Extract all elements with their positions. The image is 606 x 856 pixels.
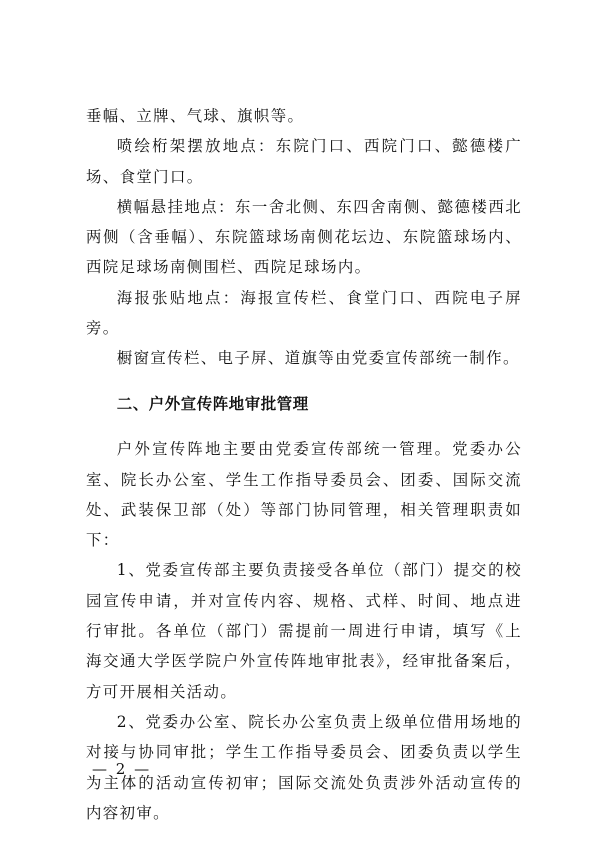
paragraph-showcase-production: 橱窗宣传栏、电子屏、道旗等由党委宣传部统一制作。 (116, 349, 520, 368)
page-number: — 2 — (92, 760, 152, 778)
paragraph-continuation: 垂幅、立牌、气球、旗帜等。 (86, 107, 305, 125)
paragraph-duty-1: 1、党委宣传部主要负责接受各单位（部门）提交的校园宣传申请，并对宣传内容、规格、式样、时间、地点进行审批。各单位（部门）需提前一周进行申请，填写《上海交通大学医学院户外宣传阵地审批表》，经审批备案后，方可开展相关活动。 (86, 561, 522, 701)
paragraph-truss-locations: 喷绘桁架摆放地点：东院门口、西院门口、懿德楼广场、食堂门口。 (86, 137, 522, 186)
document-body (86, 101, 522, 828)
section-heading: 二、户外宣传阵地审批管理 (116, 394, 309, 413)
paragraph-banner-locations: 横幅悬挂地点：东一舍北侧、东四舍南侧、懿德楼西北两侧（含垂幅）、东院篮球场南侧花坛边、东院篮球场内、西院足球场南侧围栏、西院足球场内。 (86, 197, 522, 277)
paragraph-poster-locations: 海报张贴地点：海报宣传栏、食堂门口、西院电子屏旁。 (86, 288, 522, 338)
paragraph-management-intro: 户外宣传阵地主要由党委宣传部统一管理。党委办公室、院长办公室、学生工作指导委员会、团委、国际交流处、武装保卫部（处）等部门协同管理，相关管理职责如下： (86, 440, 522, 550)
paragraph-duty-2: 2、党委办公室、院长办公室负责上级单位借用场地的对接与协同审批；学生工作指导委员会、团委负责以学生为主体的活动宣传初审；国际交流处负责涉外活动宣传的内容初审。 (86, 712, 522, 822)
